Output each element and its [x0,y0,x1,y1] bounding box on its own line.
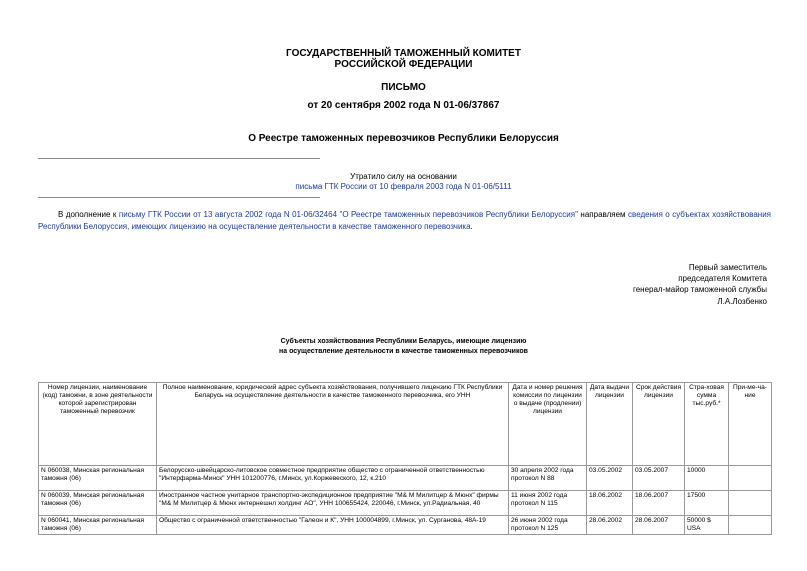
issuing-authority [0,48,807,70]
body-text-2: направляем [577,210,629,219]
cell-issue-date: 18.06.2002 [587,491,633,516]
header-issue-date: Дата выдачи лицензии [587,383,633,466]
table-row [39,491,772,516]
cell-issue-date: 28.06.2002 [587,516,633,535]
cell-insurance: 17500 [685,491,729,516]
reference-link-letter[interactable]: письму ГТК России от 13 августа 2002 года N 01-06/32464 "О Реестре таможенных перевозчиков Республики Белоруссия" [118,210,578,219]
cell-note [729,466,772,491]
header-decision: Дата и номер решения комиссии по лицензии о выдаче (продлении) лицензии [509,383,587,466]
signature-name: Л.А.Лозбенко [717,296,767,306]
cell-decision: 30 апреля 2002 года протокол N 88 [509,466,587,491]
lost-force-note: Утратило силу на основании [350,172,457,181]
signature-line-1: Первый заместитель [688,263,767,272]
signature-block [467,262,767,307]
cell-license: N 060038, Минская региональная таможня (06) [39,466,157,491]
cell-entity: Общество с ограниченной ответственностью "Галеон и К", УНН 100004899, г.Минск, ул. Сурганова, 48А-19 [157,516,509,535]
signature-line-3: генерал-майор таможенной службы [632,285,767,295]
cell-decision: 26 июня 2002 года протокол N 125 [509,516,587,535]
document-subject: О Реестре таможенных перевозчиков Республики Белоруссия [248,133,559,144]
org-line-1: ГОСУДАРСТВЕННЫЙ ТАМОЖЕННЫЙ КОМИТЕТ [286,48,521,59]
cell-insurance: 50000 $ USA [685,516,729,535]
cell-insurance: 10000 [685,466,729,491]
cell-entity: Иностранное частное унитарное транспортно-экспедиционное предприятие "М& М Милитцер & Мюнх" фирмы "М& М Милитцер & Мюнх интернешнл холдинг АО", УНН 100655424, 220046, г.Минск, ул.Радиальная, 40 [157,491,509,516]
cell-validity: 18.06.2007 [633,491,685,516]
table-header-row [39,383,772,466]
cell-decision: 11 июня 2002 года протокол N 115 [509,491,587,516]
body-text-3: . [470,222,473,231]
cell-license: N 060039, Минская региональная таможня (06) [39,491,157,516]
reference-link-entities[interactable]: сведения о субъектах хозяйствования Республики Белоруссия, имеющих лицензию на осуществление деятельности в качестве таможенного перевозчика [38,210,771,231]
header-note: При-ме-ча-ние [729,383,772,466]
cell-note [729,491,772,516]
body-text-1: В дополнение к [58,210,119,219]
divider-top [38,158,320,159]
table-title-line-1: Субъекты хозяйствования Республики Беларусь, имеющие лицензию [280,338,527,345]
cell-issue-date: 03.05.2002 [587,466,633,491]
carriers-table [38,382,772,535]
signature-line-2: председателя Комитета [678,274,767,284]
cell-entity: Белорусско-швейцарско-литовское совместное предприятие общество с ограниченной ответственностью "Интерфарма-Минск" УНН 101200776, г.Минск, ул.Коржевеского, 12, к.210 [157,466,509,491]
divider-bottom [38,197,320,198]
body-paragraph [38,209,771,233]
header-validity: Срок действия лицензии [633,383,685,466]
cell-license: N 060041, Минская региональная таможня (06) [39,516,157,535]
cell-note [729,516,772,535]
table-title-line-2: на осуществление деятельности в качестве таможенных перевозчиков [279,348,528,355]
header-entity-name: Полное наименование, юридический адрес субъекта хозяйствования, получившего лицензию ГТК Республики Беларусь на осуществление деятельности в качестве таможенного перевозчика, его УНН [157,383,509,466]
table-title [0,337,807,357]
table-row [39,516,772,535]
document-type: ПИСЬМО [381,82,426,93]
header-license-number: Номер лицензии, наименование (код) таможни, в зоне деятельности которой зарегистрирован таможенный перевозчик [39,383,157,466]
org-line-2: РОССИЙСКОЙ ФЕДЕРАЦИИ [334,59,473,70]
table-row [39,466,772,491]
lost-force-link[interactable]: письма ГТК России от 10 февраля 2003 года N 01-06/5111 [295,182,512,191]
cell-validity: 28.06.2007 [633,516,685,535]
document-date-number: от 20 сентября 2002 года N 01-06/37867 [307,100,500,111]
header-insurance: Стра-ховая сумма тыс.руб.* [685,383,729,466]
cell-validity: 03.05.2007 [633,466,685,491]
